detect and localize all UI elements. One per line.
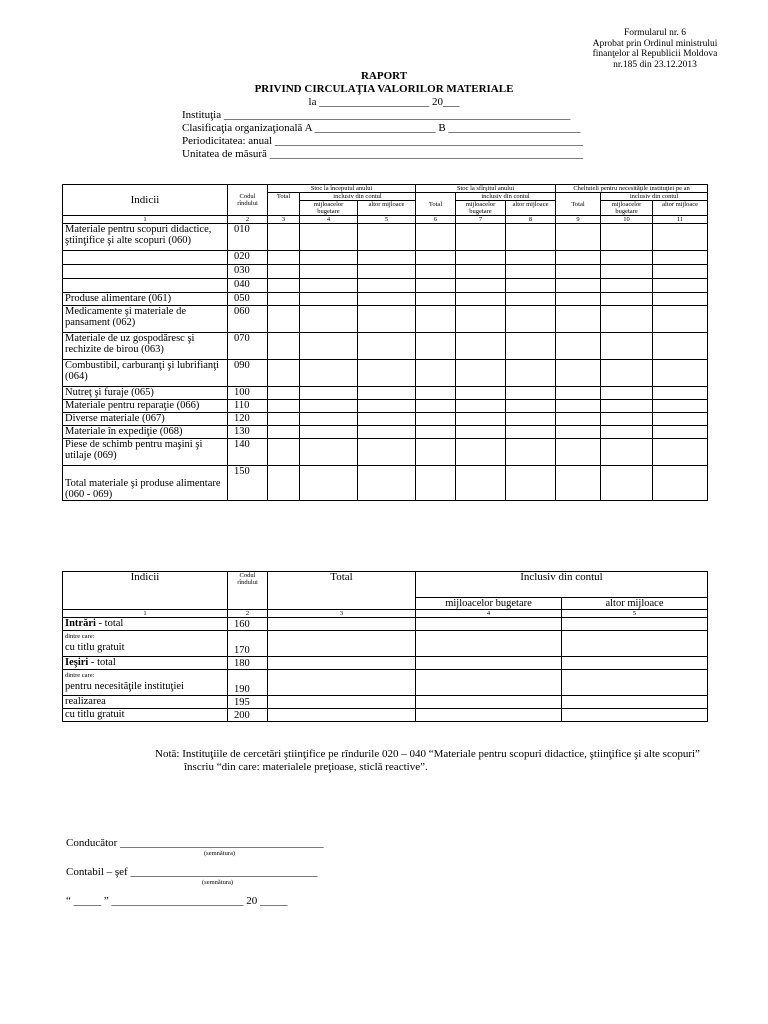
value-cell[interactable] xyxy=(556,360,601,387)
value-cell[interactable] xyxy=(601,265,653,279)
col-total: Total xyxy=(268,572,416,610)
value-cell[interactable] xyxy=(456,400,506,413)
value-cell[interactable] xyxy=(601,333,653,360)
table-row xyxy=(63,279,708,293)
value-cell[interactable] xyxy=(653,387,708,400)
value-cell[interactable] xyxy=(416,293,456,306)
value-cell[interactable] xyxy=(268,426,300,439)
report-date-line: la ____________________ 20___ xyxy=(308,96,460,108)
value-cell[interactable] xyxy=(556,279,601,293)
row-code: 060 xyxy=(228,306,268,333)
col-number: 11 xyxy=(653,216,708,224)
table-row xyxy=(63,360,708,387)
value-cell[interactable] xyxy=(268,333,300,360)
row-label: Medicamente şi materiale de pansament (062) xyxy=(63,306,228,333)
value-cell[interactable] xyxy=(562,631,708,657)
value-cell[interactable] xyxy=(416,657,562,670)
value-cell[interactable] xyxy=(562,670,708,696)
col-number: 5 xyxy=(358,216,416,224)
value-cell[interactable] xyxy=(358,306,416,333)
value-cell[interactable] xyxy=(456,265,506,279)
value-cell[interactable] xyxy=(358,293,416,306)
row-label xyxy=(63,670,228,696)
row-code: 200 xyxy=(228,709,268,722)
value-cell[interactable] xyxy=(556,400,601,413)
value-cell[interactable] xyxy=(456,251,506,265)
value-cell[interactable] xyxy=(601,413,653,426)
table-row xyxy=(63,709,708,722)
value-cell[interactable] xyxy=(506,224,556,251)
institution-field[interactable]: Instituţia _______________________________________________________________ xyxy=(182,109,571,121)
end-budget-header: mijloacelor bugetare xyxy=(456,201,506,216)
col-code: Codul rîndului xyxy=(228,572,268,610)
col-code: Codul rîndului xyxy=(228,185,268,216)
row-label-text: - total xyxy=(95,618,124,629)
movement-table xyxy=(62,571,708,722)
start-budget-header: mijloacelor bugetare xyxy=(300,201,358,216)
value-cell[interactable] xyxy=(300,251,358,265)
row-label: Diverse materiale (067) xyxy=(63,413,228,426)
value-cell[interactable] xyxy=(506,279,556,293)
value-cell[interactable] xyxy=(556,439,601,466)
value-cell[interactable] xyxy=(601,387,653,400)
value-cell[interactable] xyxy=(506,306,556,333)
value-cell[interactable] xyxy=(556,426,601,439)
row-label-text: pentru necesităţile instituţiei xyxy=(65,681,184,692)
end-other-header: altor mijloace xyxy=(506,201,556,216)
expenses-total-header: Total xyxy=(556,193,601,216)
table-row xyxy=(63,400,708,413)
approved-line-3: nr.185 din 23.12.2013 xyxy=(613,59,697,70)
value-cell[interactable] xyxy=(601,293,653,306)
row-code: 170 xyxy=(228,631,268,657)
group-start-stock: Stoc la începutul anului xyxy=(268,185,416,193)
value-cell[interactable] xyxy=(300,400,358,413)
value-cell[interactable] xyxy=(556,413,601,426)
row-label-text: realizarea xyxy=(65,696,106,707)
value-cell[interactable] xyxy=(268,387,300,400)
row-label-text: cu titlu gratuit xyxy=(65,642,125,653)
col-number: 10 xyxy=(601,216,653,224)
table-row xyxy=(63,657,708,670)
row-label xyxy=(63,251,228,265)
table-row xyxy=(63,439,708,466)
director-signature-caption: (semnătura) xyxy=(204,850,236,857)
value-cell[interactable] xyxy=(268,696,416,709)
value-cell[interactable] xyxy=(562,657,708,670)
row-code: 040 xyxy=(228,279,268,293)
row-code: 100 xyxy=(228,387,268,400)
row-code: 110 xyxy=(228,400,268,413)
value-cell[interactable] xyxy=(556,224,601,251)
value-cell[interactable] xyxy=(456,426,506,439)
value-cell[interactable] xyxy=(653,426,708,439)
col-number: 1 xyxy=(63,216,228,224)
value-cell[interactable] xyxy=(506,333,556,360)
unit-field[interactable]: Unitatea de măsură _________________________________________________________ xyxy=(182,148,584,160)
value-cell[interactable] xyxy=(556,265,601,279)
table-row xyxy=(63,696,708,709)
value-cell[interactable] xyxy=(416,696,562,709)
value-cell[interactable] xyxy=(601,279,653,293)
col-number: 9 xyxy=(556,216,601,224)
table-row xyxy=(63,333,708,360)
value-cell[interactable] xyxy=(268,657,416,670)
row-code: 180 xyxy=(228,657,268,670)
row-label-text: cu titlu gratuit xyxy=(65,709,125,720)
col-number: 6 xyxy=(416,216,456,224)
col-number: 3 xyxy=(268,610,416,618)
value-cell[interactable] xyxy=(268,631,416,657)
value-cell[interactable] xyxy=(300,387,358,400)
value-cell[interactable] xyxy=(416,387,456,400)
value-cell[interactable] xyxy=(653,306,708,333)
value-cell[interactable] xyxy=(601,224,653,251)
row-label xyxy=(63,709,228,722)
periodicity-field[interactable]: Periodicitatea: anual ________________________________________________________ xyxy=(182,135,583,147)
value-cell[interactable] xyxy=(653,400,708,413)
table-row xyxy=(63,670,708,696)
value-cell[interactable] xyxy=(416,251,456,265)
row-label xyxy=(63,631,228,657)
value-cell[interactable] xyxy=(456,224,506,251)
table-row xyxy=(63,251,708,265)
column-number-row xyxy=(63,610,708,618)
value-cell[interactable] xyxy=(416,360,456,387)
row-code: 050 xyxy=(228,293,268,306)
classification-field[interactable]: Clasificaţia organizaţională A ______________________ B ________________________ xyxy=(182,122,581,134)
value-cell[interactable] xyxy=(268,413,300,426)
value-cell[interactable] xyxy=(416,413,456,426)
value-cell[interactable] xyxy=(506,293,556,306)
table-row xyxy=(63,466,708,501)
row-label: Nutreţ şi furaje (065) xyxy=(63,387,228,400)
value-cell[interactable] xyxy=(601,439,653,466)
approved-line-1: Aprobat prin Ordinul ministrului xyxy=(592,38,718,49)
table-row xyxy=(63,306,708,333)
value-cell[interactable] xyxy=(358,251,416,265)
signature-date-line[interactable]: “ _____ ” ________________________ 20 _____ xyxy=(66,895,288,907)
accountant-signature-line[interactable]: Contabil – şef __________________________________ xyxy=(66,866,318,878)
form-approval-block xyxy=(560,28,750,70)
row-code: 140 xyxy=(228,439,268,466)
value-cell[interactable] xyxy=(506,251,556,265)
value-cell[interactable] xyxy=(506,360,556,387)
value-cell[interactable] xyxy=(358,224,416,251)
value-cell[interactable] xyxy=(653,360,708,387)
value-cell[interactable] xyxy=(268,251,300,265)
row-label-bold: Ieşiri xyxy=(65,657,89,668)
end-including-header: inclusiv din contul xyxy=(456,193,556,201)
row-code: 120 xyxy=(228,413,268,426)
col-number: 2 xyxy=(228,610,268,618)
row-label xyxy=(63,696,228,709)
column-number-row xyxy=(63,216,708,224)
director-signature-line[interactable]: Conducător _____________________________________ xyxy=(66,837,324,849)
value-cell[interactable] xyxy=(562,709,708,722)
value-cell[interactable] xyxy=(268,279,300,293)
value-cell[interactable] xyxy=(456,387,506,400)
value-cell[interactable] xyxy=(556,306,601,333)
value-cell[interactable] xyxy=(556,333,601,360)
row-sub-label: dintre care: xyxy=(65,672,95,679)
value-cell[interactable] xyxy=(601,400,653,413)
value-cell[interactable] xyxy=(506,413,556,426)
col-number: 4 xyxy=(416,610,562,618)
value-cell[interactable] xyxy=(653,466,708,501)
value-cell[interactable] xyxy=(562,618,708,631)
start-other-header: altor mijloace xyxy=(358,201,416,216)
group-end-stock: Stoc la sfîrşitul anului xyxy=(416,185,556,193)
approved-line-2: finanţelor al Republicii Moldova xyxy=(592,49,718,59)
value-cell[interactable] xyxy=(506,439,556,466)
value-cell[interactable] xyxy=(556,466,601,501)
value-cell[interactable] xyxy=(358,279,416,293)
start-including-header: inclusiv din contul xyxy=(300,193,416,201)
value-cell[interactable] xyxy=(456,333,506,360)
value-cell[interactable] xyxy=(456,293,506,306)
value-cell[interactable] xyxy=(358,426,416,439)
col-number: 5 xyxy=(562,610,708,618)
value-cell[interactable] xyxy=(268,224,300,251)
row-label: Materiale pentru reparaţie (066) xyxy=(63,400,228,413)
value-cell[interactable] xyxy=(456,306,506,333)
row-code: 190 xyxy=(228,670,268,696)
value-cell[interactable] xyxy=(268,293,300,306)
value-cell[interactable] xyxy=(416,670,562,696)
value-cell[interactable] xyxy=(562,696,708,709)
value-cell[interactable] xyxy=(358,387,416,400)
value-cell[interactable] xyxy=(268,439,300,466)
table-row xyxy=(63,426,708,439)
value-cell[interactable] xyxy=(416,279,456,293)
col-including: Inclusiv din contul xyxy=(416,572,708,598)
accountant-signature-caption: (semnătura) xyxy=(202,879,234,886)
value-cell[interactable] xyxy=(358,360,416,387)
value-cell[interactable] xyxy=(268,265,300,279)
value-cell[interactable] xyxy=(506,265,556,279)
value-cell[interactable] xyxy=(268,466,300,501)
table-row xyxy=(63,631,708,657)
row-label: Materiale în expediţie (068) xyxy=(63,426,228,439)
value-cell[interactable] xyxy=(300,426,358,439)
report-title: RAPORT xyxy=(360,70,408,82)
note-line-1: Notă: Instituţiile de cercetări ştiinţifice pe rîndurile 020 – 040 “Materiale pentru scopuri didactice, ştiinţifice şi alte scopuri” xyxy=(155,748,700,760)
table-row xyxy=(63,413,708,426)
stock-table xyxy=(62,184,708,501)
col-number: 1 xyxy=(63,610,228,618)
value-cell[interactable] xyxy=(556,293,601,306)
value-cell[interactable] xyxy=(416,333,456,360)
row-code: 010 xyxy=(228,224,268,251)
row-label: Materiale de uz gospodăresc şi rechizite de birou (063) xyxy=(63,333,228,360)
value-cell[interactable] xyxy=(300,224,358,251)
col-indicii: Indicii xyxy=(63,185,228,216)
value-cell[interactable] xyxy=(601,426,653,439)
group-expenses: Cheltuieli pentru necesităţile instituţiei pe an xyxy=(556,185,708,193)
row-label-bold: Intrări xyxy=(65,618,96,629)
col-number: 7 xyxy=(456,216,506,224)
note-line-2: înscriu “din care: materialele preţioase, sticlă reactive”. xyxy=(184,761,428,773)
col-number: 8 xyxy=(506,216,556,224)
value-cell[interactable] xyxy=(416,439,456,466)
row-label-text: - total xyxy=(88,657,116,668)
col-budget-means: mijloacelor bugetare xyxy=(416,598,562,610)
value-cell[interactable] xyxy=(358,333,416,360)
value-cell[interactable] xyxy=(268,306,300,333)
value-cell[interactable] xyxy=(268,670,416,696)
row-code: 160 xyxy=(228,618,268,631)
start-total-header: Total xyxy=(268,193,300,216)
value-cell[interactable] xyxy=(358,400,416,413)
value-cell[interactable] xyxy=(456,413,506,426)
col-number: 3 xyxy=(268,216,300,224)
value-cell[interactable] xyxy=(601,306,653,333)
value-cell[interactable] xyxy=(358,466,416,501)
col-number: 4 xyxy=(300,216,358,224)
value-cell[interactable] xyxy=(300,306,358,333)
value-cell[interactable] xyxy=(653,265,708,279)
value-cell[interactable] xyxy=(653,224,708,251)
row-label: Materiale pentru scopuri didactice, ştiinţifice şi alte scopuri (060) xyxy=(63,224,228,251)
value-cell[interactable] xyxy=(268,618,416,631)
value-cell[interactable] xyxy=(653,251,708,265)
value-cell[interactable] xyxy=(601,360,653,387)
row-label: Produse alimentare (061) xyxy=(63,293,228,306)
table-row xyxy=(63,293,708,306)
value-cell[interactable] xyxy=(506,400,556,413)
value-cell[interactable] xyxy=(601,251,653,265)
value-cell[interactable] xyxy=(601,466,653,501)
expenses-budget-header: mijloacelor bugetare xyxy=(601,201,653,216)
value-cell[interactable] xyxy=(653,293,708,306)
value-cell[interactable] xyxy=(300,333,358,360)
table-row xyxy=(63,224,708,251)
row-code: 195 xyxy=(228,696,268,709)
value-cell[interactable] xyxy=(653,279,708,293)
value-cell[interactable] xyxy=(416,426,456,439)
row-code: 150 xyxy=(228,466,268,501)
value-cell[interactable] xyxy=(456,439,506,466)
value-cell[interactable] xyxy=(416,709,562,722)
value-cell[interactable] xyxy=(653,333,708,360)
table-row xyxy=(63,618,708,631)
row-label xyxy=(63,265,228,279)
value-cell[interactable] xyxy=(300,439,358,466)
row-sub-label: dintre care: xyxy=(65,633,95,640)
value-cell[interactable] xyxy=(268,360,300,387)
value-cell[interactable] xyxy=(358,439,416,466)
form-number: Formularul nr. 6 xyxy=(623,28,686,38)
row-label xyxy=(63,279,228,293)
expenses-including-header: inclusiv din contul xyxy=(601,193,708,201)
row-code: 090 xyxy=(228,360,268,387)
value-cell[interactable] xyxy=(300,265,358,279)
row-label: Piese de schimb pentru maşini şi utilaje (069) xyxy=(63,439,228,466)
value-cell[interactable] xyxy=(556,251,601,265)
row-label: Combustibil, carburanţi şi lubrifianţi (064) xyxy=(63,360,228,387)
value-cell[interactable] xyxy=(300,360,358,387)
value-cell[interactable] xyxy=(358,413,416,426)
value-cell[interactable] xyxy=(506,426,556,439)
value-cell[interactable] xyxy=(416,306,456,333)
value-cell[interactable] xyxy=(653,413,708,426)
value-cell[interactable] xyxy=(300,413,358,426)
value-cell[interactable] xyxy=(416,224,456,251)
table-row xyxy=(63,387,708,400)
expenses-other-header: altor mijloace xyxy=(653,201,708,216)
row-label: Total materiale şi produse alimentare (060 - 069) xyxy=(63,466,228,501)
value-cell[interactable] xyxy=(456,360,506,387)
value-cell[interactable] xyxy=(416,400,456,413)
row-code: 020 xyxy=(228,251,268,265)
value-cell[interactable] xyxy=(416,618,562,631)
value-cell[interactable] xyxy=(653,439,708,466)
note-block xyxy=(155,748,700,774)
end-total-header: Total xyxy=(416,193,456,216)
col-indicii: Indicii xyxy=(63,572,228,610)
value-cell[interactable] xyxy=(416,631,562,657)
row-label xyxy=(63,657,228,670)
row-code: 070 xyxy=(228,333,268,360)
value-cell[interactable] xyxy=(416,466,456,501)
row-label xyxy=(63,618,228,631)
value-cell[interactable] xyxy=(506,466,556,501)
value-cell[interactable] xyxy=(456,279,506,293)
row-code: 030 xyxy=(228,265,268,279)
value-cell[interactable] xyxy=(416,265,456,279)
value-cell[interactable] xyxy=(358,265,416,279)
value-cell[interactable] xyxy=(268,400,300,413)
value-cell[interactable] xyxy=(300,293,358,306)
row-code: 130 xyxy=(228,426,268,439)
col-other-means: altor mijloace xyxy=(562,598,708,610)
value-cell[interactable] xyxy=(300,279,358,293)
table-row xyxy=(63,265,708,279)
value-cell[interactable] xyxy=(456,466,506,501)
col-number: 2 xyxy=(228,216,268,224)
value-cell[interactable] xyxy=(268,709,416,722)
value-cell[interactable] xyxy=(300,466,358,501)
value-cell[interactable] xyxy=(556,387,601,400)
value-cell[interactable] xyxy=(506,387,556,400)
report-subtitle: PRIVIND CIRCULAŢIA VALORILOR MATERIALE xyxy=(254,83,514,95)
